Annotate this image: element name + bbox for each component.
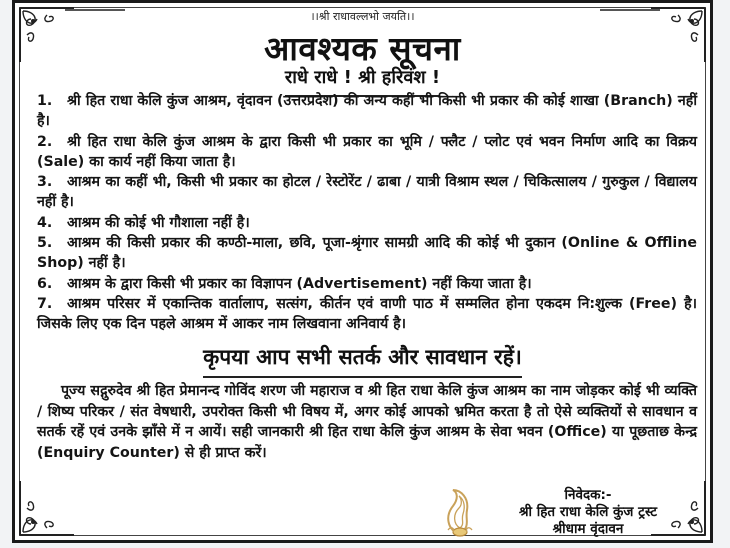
paisley-emblem-icon: [443, 486, 477, 538]
list-item: [37, 213, 697, 233]
point-text: आश्रम के द्वारा किसी भी प्रकार का विज्ञापन (Advertisement) नहीं किया जाता है।: [67, 275, 532, 292]
notice-points-list: [37, 91, 697, 335]
invocation-line: ।।श्री राधावल्लभो जयति।।: [310, 10, 415, 23]
point-text: श्री हित राधा केलि कुंज आश्रम, वृंदावन (उत्तरप्रदेश) की अन्य कहीं भी किसी भी प्रकार की कोई शाखा (Branch) नहीं है।: [37, 93, 697, 130]
signoff-org: श्री हित राधा केलि कुंज ट्रस्ट: [519, 504, 657, 520]
caution-paragraph: पूज्य सद्गुरुदेव श्री हित प्रेमानन्द गोविंद शरण जी महाराज व श्री हित राधा केलि कुंज आश्रम का नाम जोड़कर कोई भी व्यक्ति / शिष्य परिकर / संत वेषधारी, उपरोक्त किसी भी विषय में, अगर कोई आपको भ्रमित करता है तो ऐसे व्यक्तियों से सावधान व सतर्क रहें एवं उनके झाँसे में न आयें। सही जानकारी श्री हित राधा केलि कुंज आश्रम के सेवा भवन (Office) या पूछताछ केन्द्र (Enquiry Counter) से ही प्राप्त करें।: [37, 383, 697, 461]
point-text: आश्रम की कोई भी गौशाला नहीं है।: [67, 214, 250, 231]
point-number: 7.: [37, 295, 53, 312]
signoff-label: निवेदक:-: [564, 487, 612, 503]
point-number: 6.: [37, 275, 53, 292]
list-item: [37, 132, 697, 173]
signoff-place: श्रीधाम वृंदावन: [552, 521, 624, 537]
list-item: [37, 172, 697, 213]
point-number: 4.: [37, 214, 53, 231]
list-item: [37, 91, 697, 132]
point-text: आश्रम परिसर में एकान्तिक वार्तालाप, सत्संग, कीर्तन एवं वाणी पाठ में सम्मलित होना एकदम नि:शुल्क (Free) है। जिसके लिए एक दिन पहले आश्रम में आकर नाम लिखवाना अनिवार्य है।: [37, 295, 697, 333]
point-text: आश्रम का कहीं भी, किसी भी प्रकार का होटल / रेस्टोरेंट / ढाबा / यात्री विश्राम स्थल / चिकित्सालय / गुरुकुल / विद्यालय नहीं है।: [37, 174, 697, 211]
warning-text: कृपया आप सभी सतर्क और सावधान रहें।: [203, 343, 522, 378]
page-title: आवश्यक सूचना: [264, 29, 461, 68]
notice-sheet: [12, 0, 713, 543]
point-number: 1.: [37, 93, 53, 109]
list-item: [37, 294, 697, 335]
list-item: [37, 274, 697, 294]
point-number: 2.: [37, 133, 53, 150]
subtitle-text: राधे राधे ! श्री हरिवंश !: [285, 65, 440, 97]
warning-heading: [15, 343, 710, 378]
point-text: श्री हित राधा केलि कुंज आश्रम के द्वारा किसी भी प्रकार का भूमि / फ्लैट / प्लोट एवं भवन निर्माण आदि का विक्रय (Sale) का कार्य नहीं किया जाता है।: [37, 133, 697, 170]
point-number: 3.: [37, 174, 53, 191]
ornament-corner-icon: [17, 478, 77, 538]
point-number: 5.: [37, 235, 53, 252]
list-item: [37, 233, 697, 274]
signoff-block: [483, 487, 693, 538]
point-text: आश्रम की किसी प्रकार की कण्ठी-माला, छवि, पूजा-श्रृंगार सामग्री आदि की कोई भी दुकान (Online & Offline Shop) नहीं है।: [37, 235, 697, 272]
